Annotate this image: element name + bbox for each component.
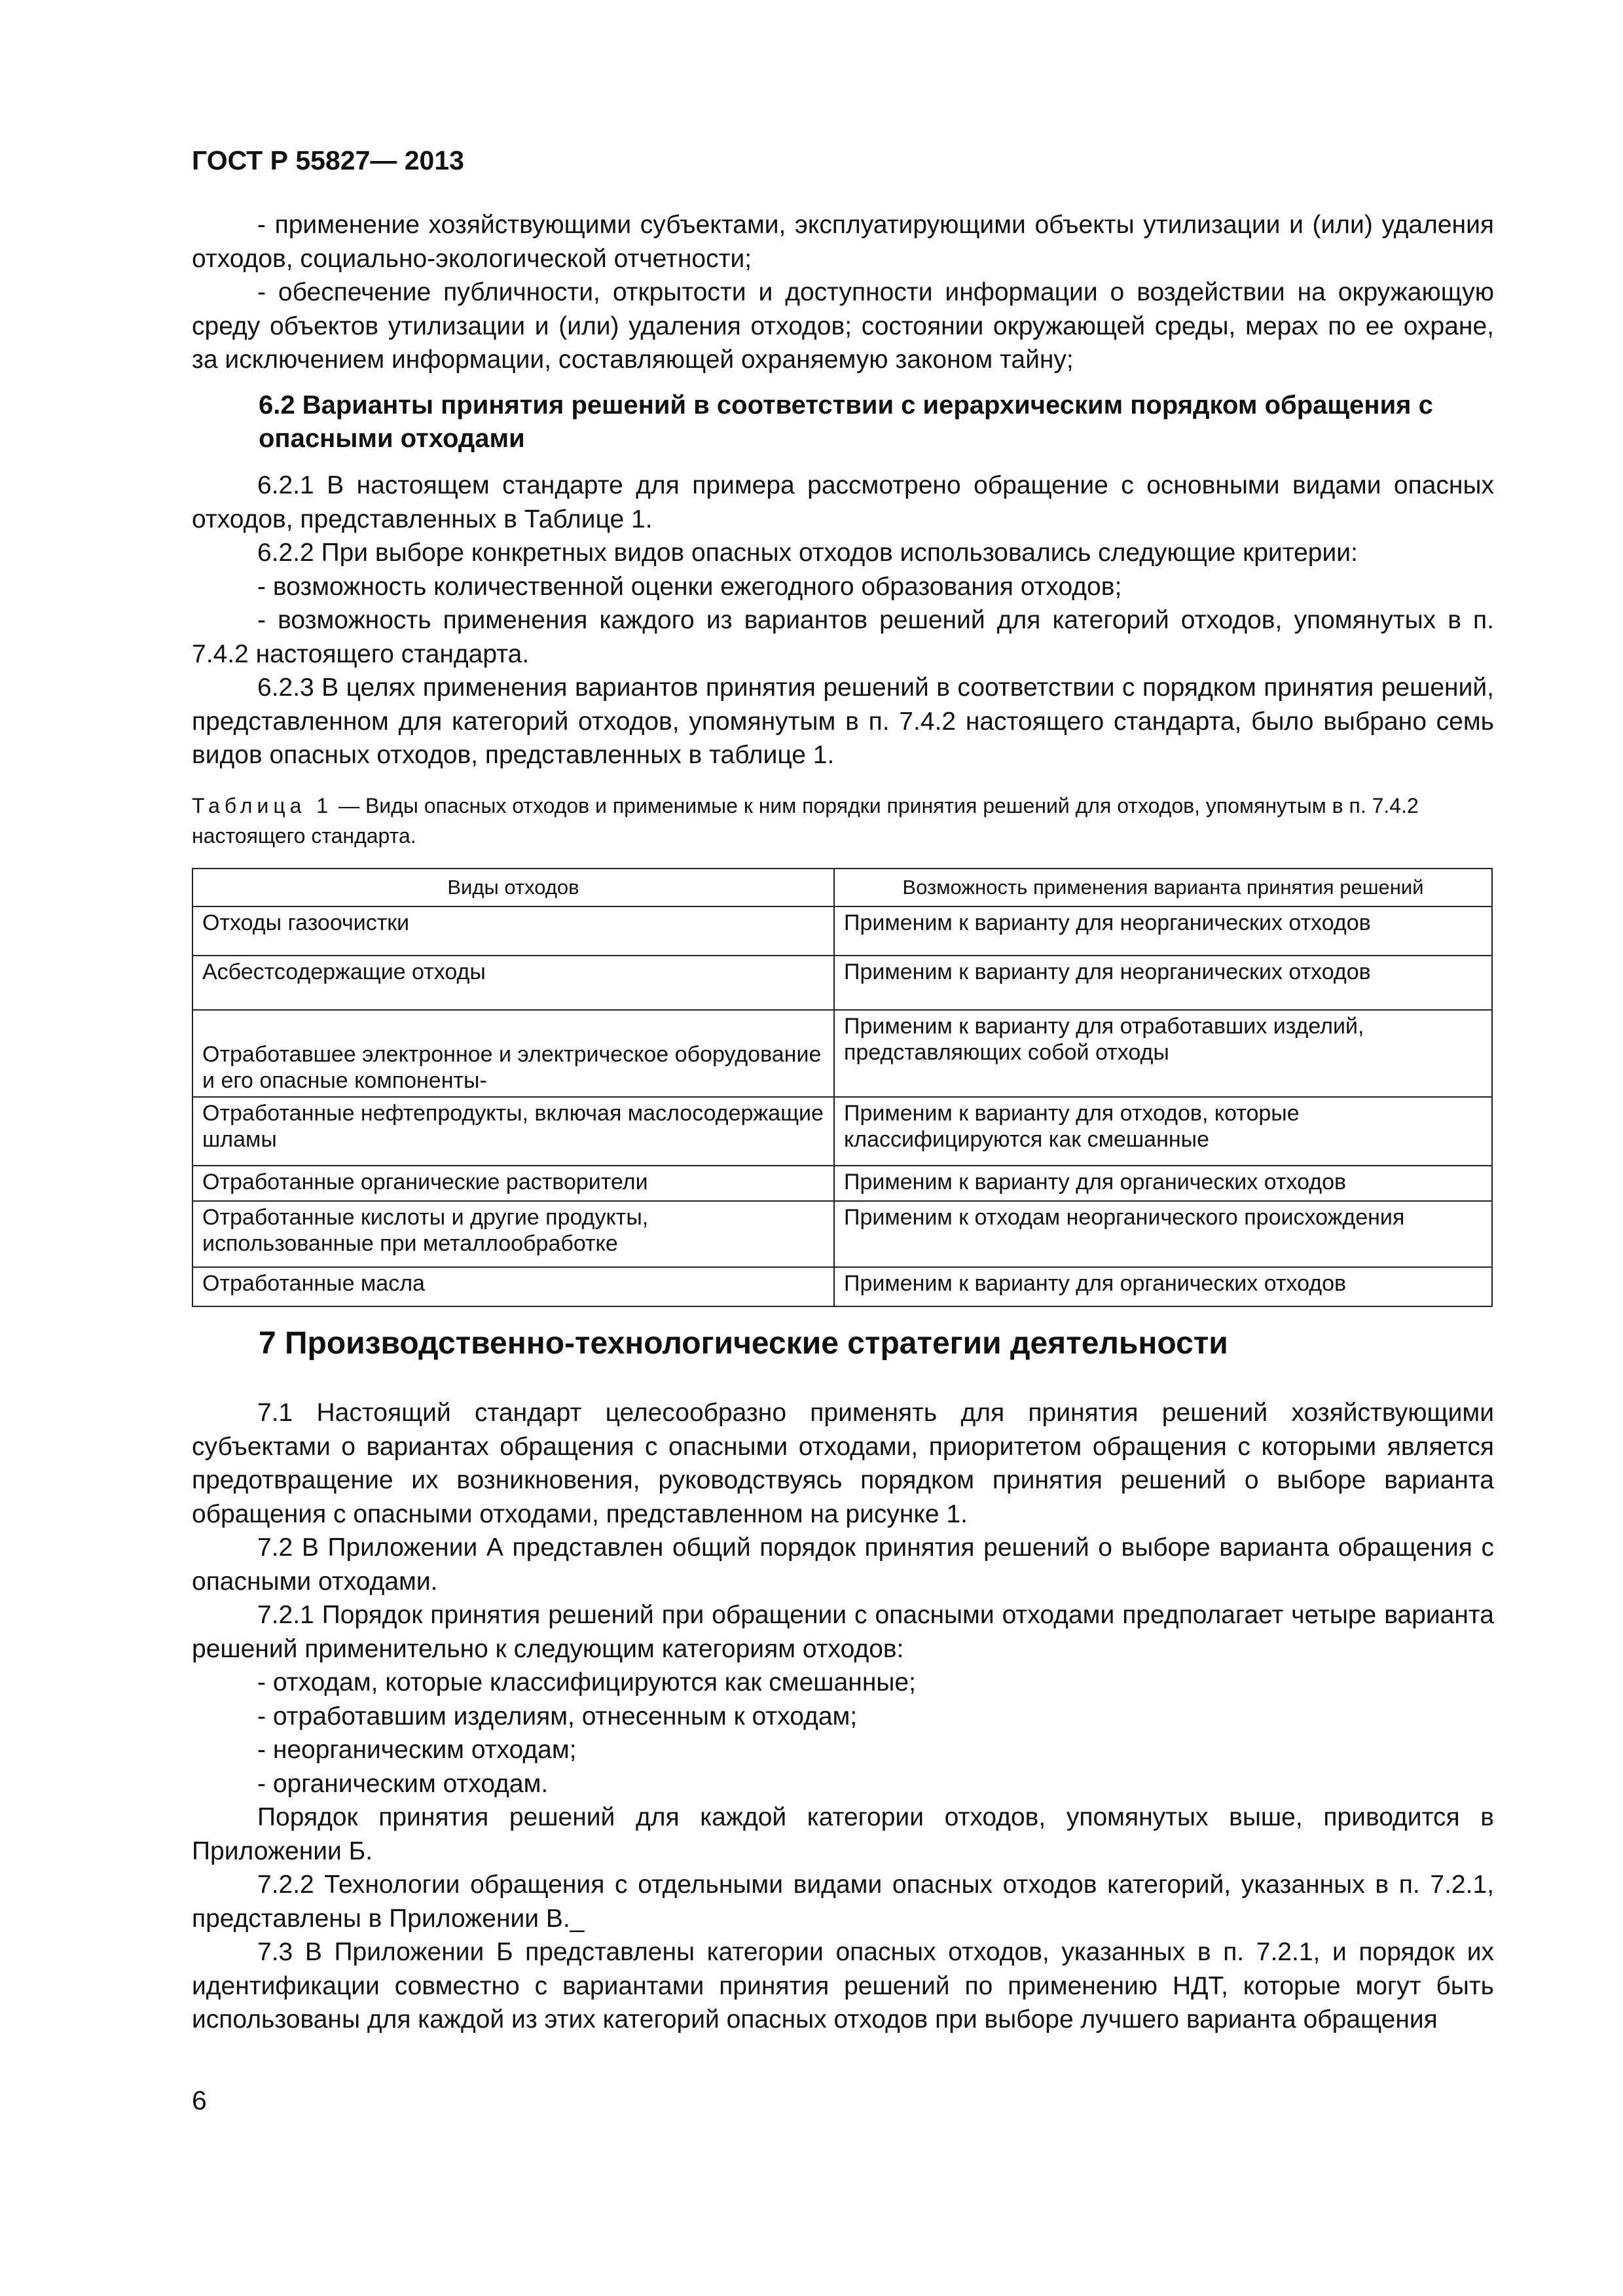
paragraph: - отработавшим изделиям, отнесенным к отходам;	[257, 1702, 858, 1731]
paragraph: 7.3 В Приложении Б представлены категории опасных отходов, указанных в п. 7.2.1, и порядок их идентификации совместно с вариантами принятия решений по применению НДТ, которые могут быть использованы для каждой из этих категорий опасных отходов при выборе лучшего варианта обращения	[192, 1938, 1494, 2034]
table-cell: Применим к варианту для органических отходов	[834, 1267, 1492, 1306]
table-cell: Отработанные кислоты и другие продукты, использованные при металлообработке	[192, 1201, 834, 1267]
section-7-heading: 7 Производственно-технологические стратегии деятельности	[259, 1326, 1228, 1361]
table-cell: Отработанные органические растворители	[192, 1166, 834, 1201]
document-header: ГОСТ Р 55827— 2013	[192, 145, 464, 175]
table-cell: Отходы газоочистки	[192, 906, 834, 956]
paragraph: - органическим отходам.	[257, 1769, 549, 1798]
paragraph: Порядок принятия решений для каждой категории отходов, упомянутых выше, приводится в Приложении Б.	[192, 1803, 1494, 1865]
table-cell: Отработанные нефтепродукты, включая маслосодержащие шламы	[192, 1097, 834, 1166]
table-caption	[192, 791, 1494, 851]
table-row	[192, 906, 1492, 956]
table-row	[192, 1010, 1492, 1097]
paragraph: 7.1 Настоящий стандарт целесообразно применять для принятия решений хозяйствующими субъектами о вариантах обращения с опасными отходами, приоритетом обращения с которыми является предотвращение их возникновения, руководствуясь порядком принятия решений о выборе варианта обращения с опасными отходами, представленном на рисунке 1.	[192, 1399, 1494, 1528]
table-cell: Асбестсодержащие отходы	[192, 956, 834, 1010]
page-number: 6	[192, 2085, 207, 2115]
table-cell: Применим к варианту для отработавших изделий, представляющих собой отходы	[834, 1010, 1492, 1097]
intro-text	[192, 208, 1494, 377]
paragraph: - возможность количественной оценки ежегодного образования отходов;	[257, 572, 1122, 601]
table-cell: Применим к варианту для неорганических отходов	[834, 956, 1492, 1010]
paragraph: 6.2.3 В целях применения вариантов принятия решений в соответствии с порядком принятия решений, представленном для категорий отходов, упомянутым в п. 7.4.2 настоящего стандарта, было выбрано семь видов опасных отходов, представленных в таблице 1.	[192, 673, 1494, 769]
waste-types-table	[192, 868, 1493, 1307]
column-header: Возможность применения варианта принятия решений	[834, 869, 1492, 906]
table-cell: Применим к отходам неорганического происхождения	[834, 1201, 1492, 1267]
table-cell: Применим к варианту для органических отходов	[834, 1166, 1492, 1201]
paragraph: 7.2 В Приложении А представлен общий порядок принятия решений о выборе варианта обращения с опасными отходами.	[192, 1534, 1494, 1596]
table-row	[192, 1166, 1492, 1201]
paragraph: 7.2.2 Технологии обращения с отдельными видами опасных отходов категорий, указанных в п. 7.2.1, представлены в Приложении В._	[192, 1871, 1494, 1933]
column-header: Виды отходов	[192, 869, 834, 906]
paragraph: - применение хозяйствующими субъектами, эксплуатирующими объекты утилизации и (или) удаления отходов, социально-экологической отчетности;	[192, 211, 1494, 273]
table-row	[192, 1097, 1492, 1166]
table-cell: Применим к варианту для отходов, которые классифицируются как смешанные	[834, 1097, 1492, 1166]
table-header-row	[192, 869, 1492, 906]
paragraph: - неорганическим отходам;	[257, 1736, 577, 1764]
section-7-text	[192, 1396, 1494, 2037]
table-cell: Применим к варианту для неорганических отходов	[834, 906, 1492, 956]
section-6-2-heading: 6.2 Варианты принятия решений в соответствии с иерархическим порядком обращения с опасными отходами	[259, 391, 1433, 453]
paragraph: - отходам, которые классифицируются как смешанные;	[257, 1668, 916, 1696]
table-row	[192, 1267, 1492, 1306]
paragraph: 6.2.2 При выборе конкретных видов опасных отходов использовались следующие критерии:	[257, 539, 1358, 567]
table-cell: Отработанные масла	[192, 1267, 834, 1306]
table-cell: Отработавшее электронное и электрическое оборудование и его опасные компоненты-	[192, 1010, 834, 1097]
paragraph: 6.2.1 В настоящем стандарте для примера рассмотрено обращение с основными видами опасных отходов, представленных в Таблице 1.	[192, 471, 1494, 533]
table-row	[192, 1201, 1492, 1267]
table-caption-text: — Виды опасных отходов и применимые к ним порядки принятия решений для отходов, упомянутым в п. 7.4.2 настоящего стандарта.	[192, 794, 1419, 848]
paragraph: 7.2.1 Порядок принятия решений при обращении с опасными отходами предполагает четыре варианта решений применительно к следующим категориям отходов:	[192, 1601, 1494, 1663]
paragraph: - возможность применения каждого из вариантов решений для категорий отходов, упомянутых в п. 7.4.2 настоящего стандарта.	[192, 606, 1494, 668]
section-6-2-text	[192, 469, 1494, 772]
paragraph: - обеспечение публичности, открытости и доступности информации о воздействии на окружающую среду объектов утилизации и (или) удаления отходов; состоянии окружающей среды, мерах по ее охране, за исключением информации, составляющей охраняемую законом тайну;	[192, 278, 1494, 374]
table-row	[192, 956, 1492, 1010]
table-caption-label: Таблица 1	[192, 794, 333, 817]
